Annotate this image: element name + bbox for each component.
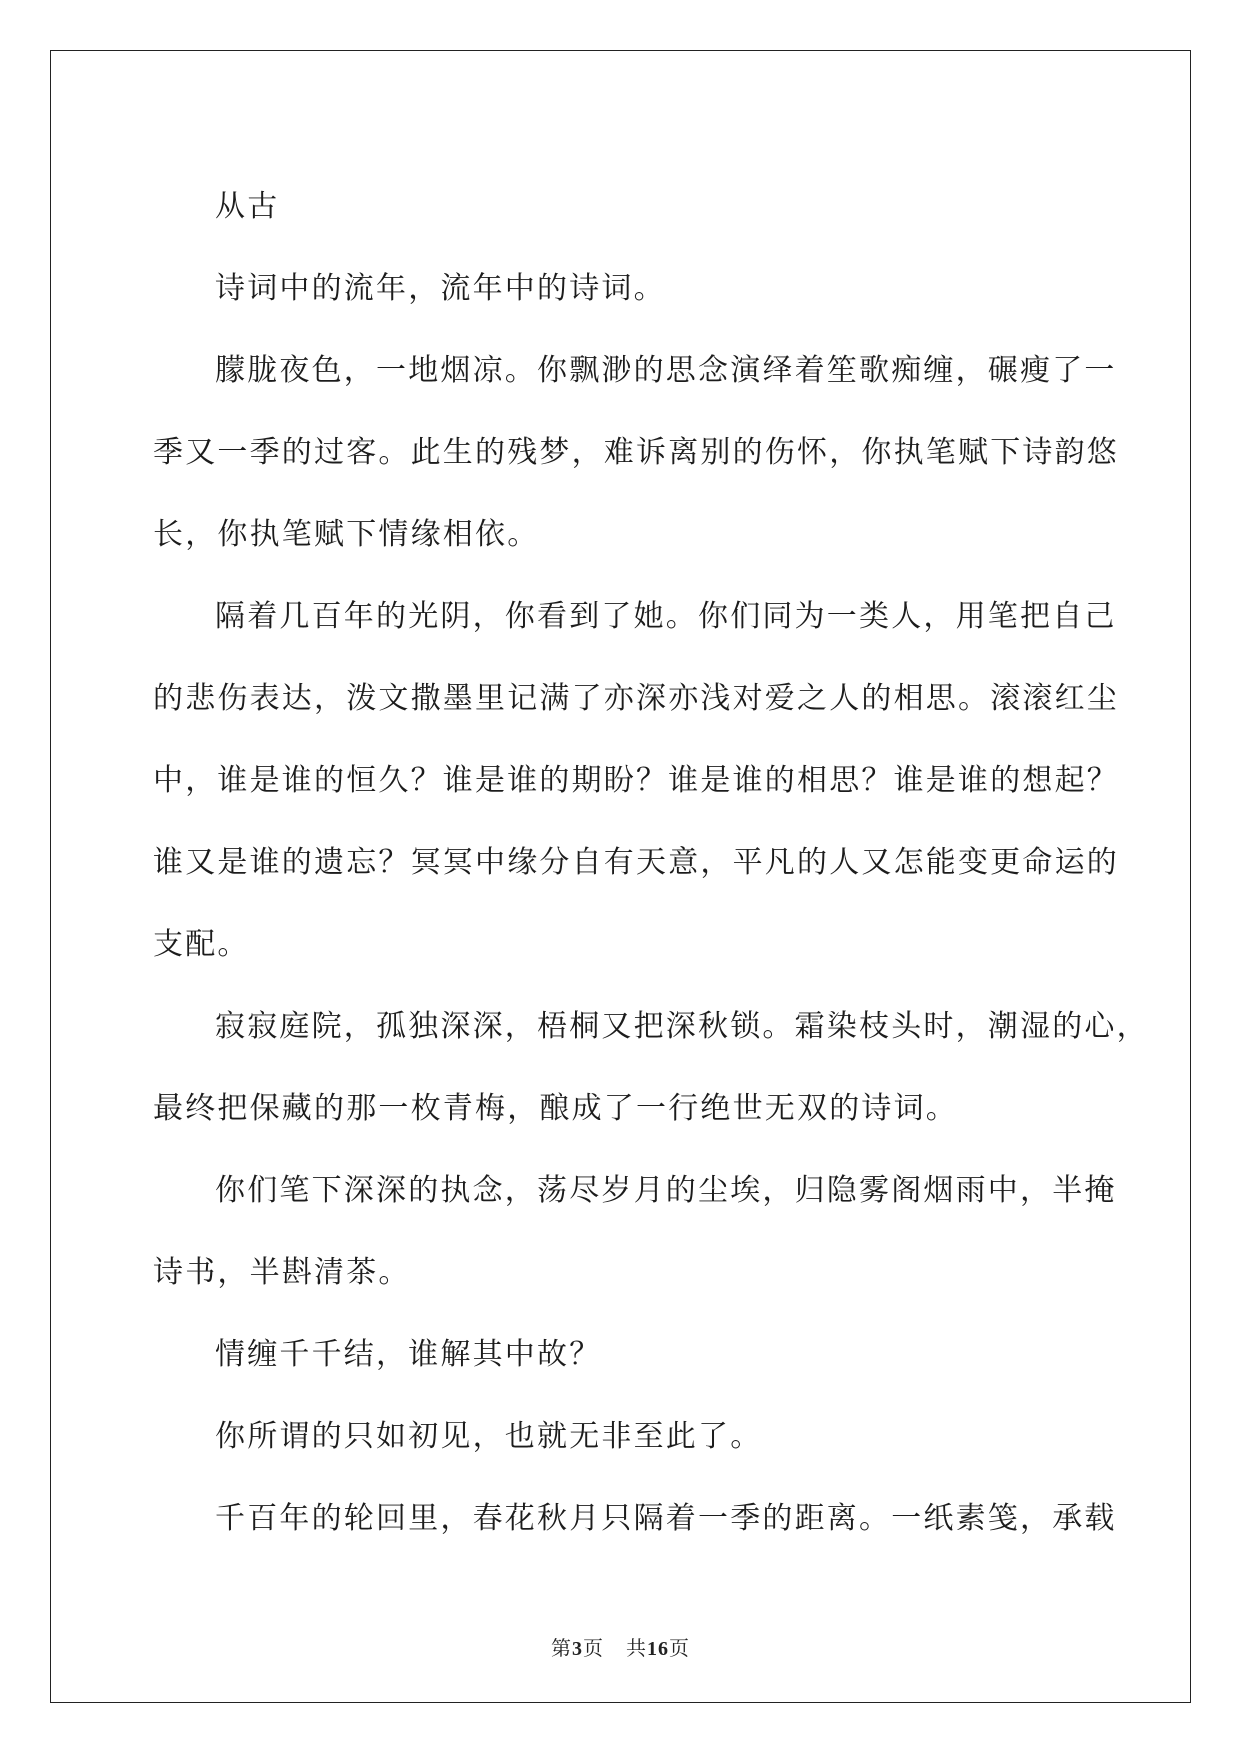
text-line: 千百年的轮回里，春花秋月只隔着一季的距离。一纸素笺，承载 [215,1501,1117,1536]
total-suffix: 页 [669,1638,690,1660]
page-prefix: 第 [551,1638,572,1660]
text-line: 从古 [215,189,280,224]
text-line: 情缠千千结，谁解其中故？ [215,1337,602,1372]
text-line: 长，你执笔赋下情缘相依。 [153,517,540,552]
text-line: 你们笔下深深的执念，荡尽岁月的尘埃，归隐雾阁烟雨中，半掩 [215,1173,1117,1208]
page-footer [0,1632,1241,1661]
text-line: 中，谁是谁的恒久？谁是谁的期盼？谁是谁的相思？谁是谁的想起？ [153,763,1119,798]
total-pages: 16 [647,1638,669,1660]
text-line: 你所谓的只如初见，也就无非至此了。 [215,1419,763,1454]
text-line: 寂寂庭院，孤独深深，梧桐又把深秋锁。霜染枝头时，潮湿的心， [215,1009,1149,1044]
text-line: 诗书，半斟清茶。 [153,1255,411,1290]
text-line: 诗词中的流年，流年中的诗词。 [215,271,666,306]
text-line: 支配。 [153,927,250,962]
text-line: 谁又是谁的遗忘？冥冥中缘分自有天意，平凡的人又怎能变更命运的 [153,845,1119,880]
document-body [153,166,1149,1560]
total-prefix: 共 [626,1638,647,1660]
page-suffix: 页 [583,1638,604,1660]
text-line: 隔着几百年的光阴，你看到了她。你们同为一类人，用笔把自己 [215,599,1117,634]
text-line: 朦胧夜色，一地烟凉。你飘渺的思念演绎着笙歌痴缠，碾瘦了一 [215,353,1117,388]
text-line: 季又一季的过客。此生的残梦，难诉离别的伤怀，你执笔赋下诗韵悠 [153,435,1119,470]
text-line: 最终把保藏的那一枚青梅，酿成了一行绝世无双的诗词。 [153,1091,958,1126]
text-line: 的悲伤表达，泼文撒墨里记满了亦深亦浅对爱之人的相思。滚滚红尘 [153,681,1119,716]
page-number: 3 [572,1638,583,1660]
